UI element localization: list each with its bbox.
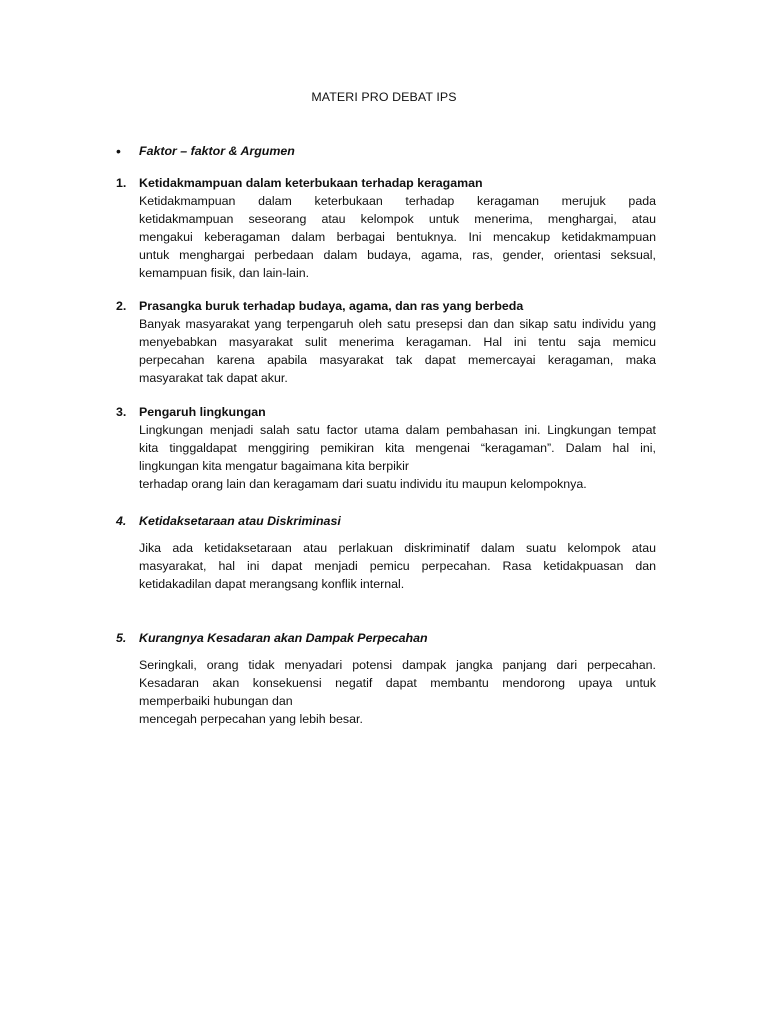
section-heading: Ketidaksetaraan atau Diskriminasi xyxy=(139,514,341,528)
section-heading: Pengaruh lingkungan xyxy=(139,405,266,419)
section-line: untuk menghargai perbedaan dalam budaya, agama, ras, gender, orientasi seksual, xyxy=(139,248,656,262)
section-line: Jika ada ketidaksetaraan atau perlakuan diskriminatif dalam suatu kelompok atau xyxy=(139,541,656,555)
section-line: Lingkungan menjadi salah satu factor utama dalam pembahasan ini. Lingkungan tempat xyxy=(139,423,656,437)
section-line: Seringkali, orang tidak menyadari potensi dampak jangka panjang dari perpecahan. xyxy=(139,658,656,672)
section-line: masyarakat, hal ini dapat menjadi pemicu perpecahan. Rasa ketidakpuasan dan xyxy=(139,559,656,573)
section-heading: Kurangnya Kesadaran akan Dampak Perpecahan xyxy=(139,631,428,645)
section-line: kemampuan fisik, dan lain-lain. xyxy=(139,266,310,280)
section-2 xyxy=(116,297,656,387)
section-line: Kesadaran akan konsekuensi negatif dapat membantu mendorong upaya untuk xyxy=(139,676,656,690)
section-number: 4. xyxy=(116,514,127,528)
section-line: memperbaiki hubungan dan xyxy=(139,694,293,708)
section-5 xyxy=(116,629,656,728)
page-title: MATERI PRO DEBAT IPS xyxy=(311,90,457,104)
section-heading: Ketidakmampuan dalam keterbukaan terhadap keragaman xyxy=(139,176,483,190)
section-line: Ketidakmampuan dalam keterbukaan terhadap keragaman merujuk pada xyxy=(139,194,656,208)
section-line: menyebabkan masyarakat sulit menerima keragaman. Hal ini tentu saja memicu xyxy=(139,335,656,349)
section-number: 2. xyxy=(116,299,127,313)
bullet-icon: • xyxy=(116,143,121,159)
section-number: 5. xyxy=(116,631,127,645)
section-number: 3. xyxy=(116,405,127,419)
section-number: 1. xyxy=(116,176,127,190)
section-line: mencegah perpecahan yang lebih besar. xyxy=(139,712,363,726)
section-line: kita tinggaldapat menggiring pemikiran kita mengenai “keragaman”. Dalam hal ini, xyxy=(139,441,656,455)
section-line: ketidakadilan dapat merangsang konflik internal. xyxy=(139,577,405,591)
section-line: perpecahan karena apabila masyarakat tak dapat memercayai keragaman, maka xyxy=(139,353,656,367)
bullet-text: Faktor – faktor & Argumen xyxy=(139,144,295,158)
section-line: ketidakmampuan seseorang atau kelompok untuk menerima, menghargai, atau xyxy=(139,212,656,226)
section-line: masyarakat tak dapat akur. xyxy=(139,371,288,385)
section-line: mengakui keberagaman dalam berbagai bentuknya. Ini mencakup ketidakmampuan xyxy=(139,230,656,244)
section-line: lingkungan kita mengatur bagaimana kita berpikir xyxy=(139,459,409,473)
section-3 xyxy=(116,403,656,493)
section-4 xyxy=(116,512,656,593)
section-line: terhadap orang lain dan keragamam dari suatu individu itu maupun kelompoknya. xyxy=(139,477,587,491)
section-heading: Prasangka buruk terhadap budaya, agama, dan ras yang berbeda xyxy=(139,299,524,313)
section-line: Banyak masyarakat yang terpengaruh oleh satu presepsi dan dan sikap satu individu yang xyxy=(139,317,656,331)
section-1 xyxy=(116,174,656,282)
